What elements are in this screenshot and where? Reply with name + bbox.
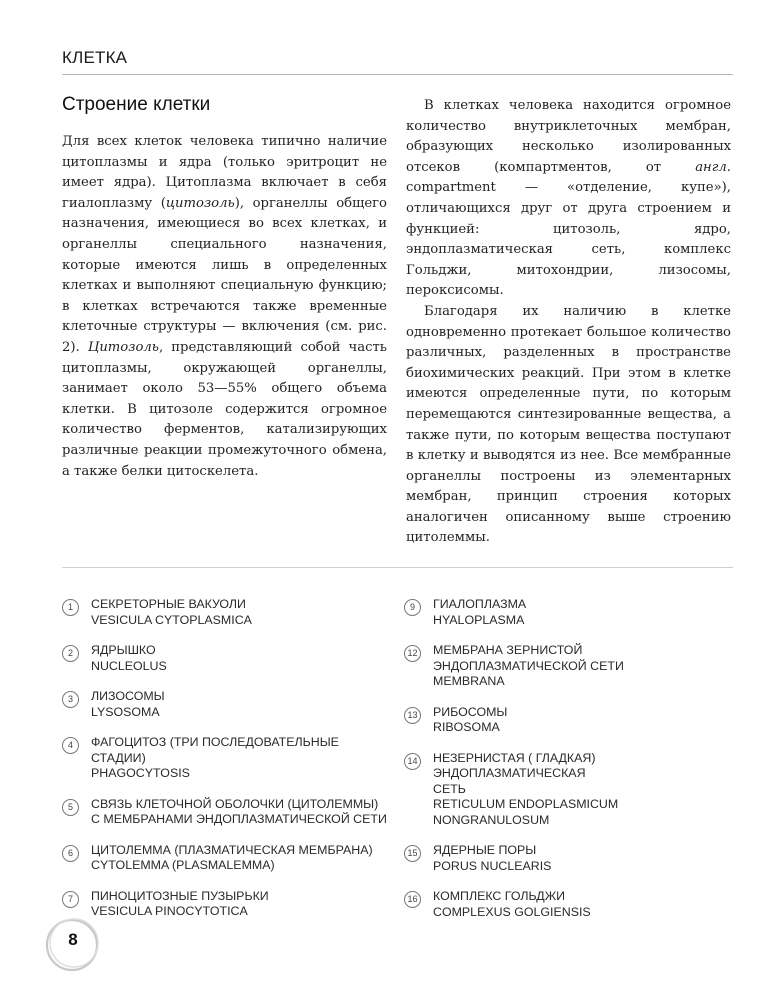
legend-text — [433, 889, 591, 920]
legend-line: MEMBRANA — [433, 674, 505, 688]
figure-divider — [62, 567, 733, 568]
legend-text — [91, 843, 373, 874]
legend-line: CYTOLEMMA (PLASMALEMMA) — [91, 858, 275, 872]
legend-number-badge: 9 — [404, 599, 421, 616]
header-rule — [62, 74, 733, 75]
running-header: КЛЕТКА — [62, 48, 128, 67]
legend-line: HYALOPLASMA — [433, 612, 525, 627]
legend-line: МЕМБРАНА ЗЕРНИСТОЙ ЭНДОПЛАЗМАТИЧЕСКОЙ СЕТИ — [433, 643, 624, 673]
legend-line: RIBOSOMA — [433, 720, 500, 734]
legend-number-badge: 2 — [62, 645, 79, 662]
legend-number-badge: 5 — [62, 799, 79, 816]
legend-item — [404, 843, 734, 874]
legend-item — [404, 705, 734, 736]
legend-text — [91, 643, 167, 674]
legend-text — [91, 689, 165, 720]
legend-line: ЯДЕРНЫЕ ПОРЫ — [433, 843, 537, 857]
legend-number-badge: 13 — [404, 707, 421, 724]
body-paragraph — [62, 132, 387, 482]
legend-list-left — [62, 597, 392, 935]
page-number-badge — [44, 916, 100, 972]
legend-item — [62, 597, 392, 628]
legend-text — [433, 705, 507, 736]
legend-line: ЛИЗОСОМЫ — [91, 689, 165, 703]
legend-number-badge: 15 — [404, 845, 421, 862]
legend-line: ЦИТОЛЕММА (ПЛАЗМАТИЧЕСКАЯ МЕМБРАНА) — [91, 842, 373, 857]
legend-item — [404, 889, 734, 920]
legend-text — [91, 597, 252, 628]
legend-line: VESICULA PINOCYTOTICA — [91, 904, 248, 918]
legend-list-right — [404, 597, 734, 935]
legend-item — [404, 643, 734, 690]
italic-run: англ. — [695, 159, 731, 175]
legend-line: VESICULA CYTOPLASMICA — [91, 612, 252, 627]
legend-line: COMPLEXUS GOLGIENSIS — [433, 904, 591, 919]
text-column-right — [406, 96, 731, 549]
legend-item — [62, 689, 392, 720]
legend-line: РИБОСОМЫ — [433, 704, 508, 719]
legend-line: NUCLEOLUS — [91, 658, 167, 673]
legend-line: КОМПЛЕКС ГОЛЬДЖИ — [433, 889, 566, 903]
legend-line: СЕТЬ — [433, 781, 466, 796]
legend-number-badge: 12 — [404, 645, 421, 662]
text-run: Благодаря их наличию в клетке одновременно протекает большое количество различных, разделенных в пространстве биохимических реакций. При этом в клетке имеются определенные пути, по которым перемещаются синтезированные вещества, а также пути, по которым вещества поступают в клетку и выводятся из нее. Все мембранные органеллы построены из элементарных мембран, принцип строения которых аналогичен описанному выше строению цитолеммы. — [406, 303, 731, 546]
legend-item — [62, 643, 392, 674]
text-run: В клетках человека находится огромное количество внутриклеточных мембран, образующих несколько изолированных отсеков (компартментов, от — [406, 98, 731, 175]
legend-line: PORUS NUCLEARIS — [433, 858, 552, 873]
legend-text — [433, 643, 734, 690]
legend-item — [62, 735, 392, 782]
legend-item — [404, 751, 734, 829]
text-run: ), органеллы общего назначения, имеющиеся во всех клетках, и органеллы специального назначения, которые имеются лишь в определенных клетках и выполняют специальную функцию; в клетках встречаются также временные клеточные структуры — включения (см. рис. 2). — [62, 195, 387, 355]
body-paragraph — [406, 96, 731, 302]
legend-line: СЕКРЕТОРНЫЕ ВАКУОЛИ — [91, 597, 246, 611]
page-number: 8 — [68, 930, 78, 949]
legend-text — [433, 751, 734, 829]
legend-line: PHAGOCYTOSIS — [91, 766, 190, 780]
legend-item — [404, 597, 734, 628]
legend-text — [433, 843, 551, 874]
text-run: , представляющий собой часть цитоплазмы, окружающей органеллы, занимает около 53—55% общего объема клетки. В цитозоле содержится огромное количество ферментов, катализирующих различные реакции промежуточного обмена, а также белки цитоскелета. — [62, 339, 387, 479]
text-run: compartment — «отделение, купе»), отличающихся друг от друга строением и функцией: цитозоль, ядро, эндоплазматическая сеть, комплекс Гольджи, митохондрии, лизосомы, пероксисомы. — [406, 180, 731, 299]
text-run: Для всех клеток человека типично наличие цитоплазмы и ядра (только эритроцит не имеет ядра). Цитоплазма включает в себя гиалоплазму ( — [62, 134, 387, 211]
legend-number-badge: 1 — [62, 599, 79, 616]
legend-number-badge: 6 — [62, 845, 79, 862]
legend-text — [91, 797, 387, 828]
legend-item — [62, 797, 392, 828]
legend-line: С МЕМБРАНАМИ ЭНДОПЛАЗМАТИЧЕСКОЙ СЕТИ — [91, 812, 387, 826]
italic-run: Цитозоль — [87, 339, 159, 355]
legend-line: RETICULUM ENDOPLASMICUM NONGRANULOSUM — [433, 797, 619, 827]
legend-number-badge: 7 — [62, 891, 79, 908]
text-column-left — [62, 132, 387, 482]
legend-line: ПИНОЦИТОЗНЫЕ ПУЗЫРЬКИ — [91, 888, 269, 903]
legend-number-badge: 4 — [62, 737, 79, 754]
legend-number-badge: 3 — [62, 691, 79, 708]
legend-number-badge: 16 — [404, 891, 421, 908]
section-heading: Строение клетки — [62, 94, 211, 115]
legend-line: НЕЗЕРНИСТАЯ ( ГЛАДКАЯ) ЭНДОПЛАЗМАТИЧЕСКАЯ — [433, 750, 596, 780]
body-paragraph — [406, 302, 731, 549]
legend-line: ФАГОЦИТОЗ (ТРИ ПОСЛЕДОВАТЕЛЬНЫЕ СТАДИИ) — [91, 735, 339, 765]
legend-item — [62, 843, 392, 874]
italic-run: цитозоль — [165, 195, 235, 211]
legend-line: СВЯЗЬ КЛЕТОЧНОЙ ОБОЛОЧКИ (ЦИТОЛЕММЫ) — [91, 796, 379, 811]
legend-line: LYSOSOMA — [91, 704, 160, 719]
legend-item — [62, 889, 392, 920]
legend-number-badge: 14 — [404, 753, 421, 770]
legend-text — [433, 597, 526, 628]
legend-text — [91, 889, 269, 920]
legend-line: ГИАЛОПЛАЗМА — [433, 597, 527, 611]
legend-text — [91, 735, 392, 782]
legend-line: ЯДРЫШКО — [91, 643, 156, 657]
